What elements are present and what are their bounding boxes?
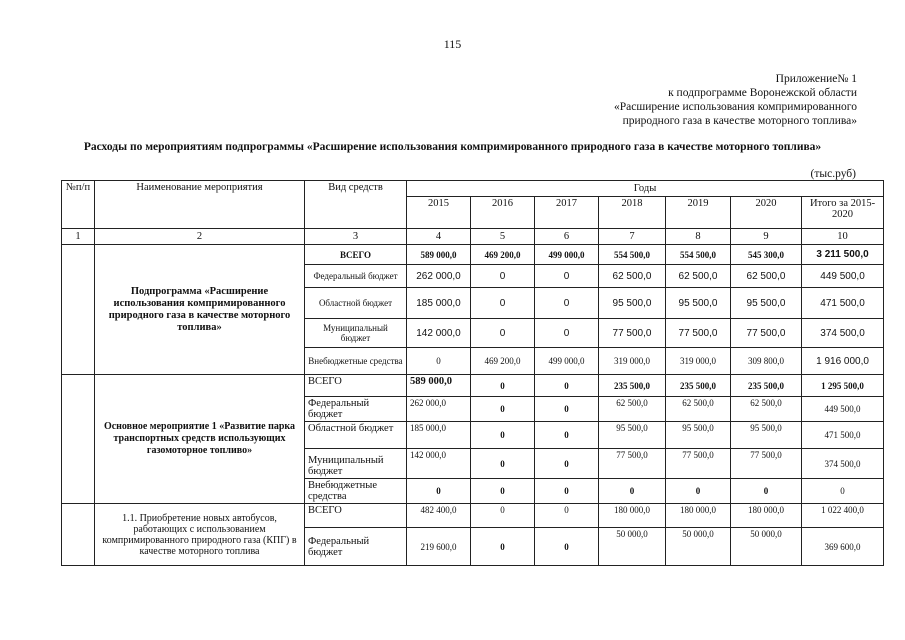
index-cell: 8	[666, 229, 731, 245]
header-year-2017: 2017	[535, 197, 599, 229]
value-cell: 180 000,0	[666, 504, 731, 528]
fund-type: Муниципальный бюджет	[305, 449, 407, 479]
value-cell: 1 916 000,0	[802, 348, 884, 375]
value-cell: 0	[535, 479, 599, 504]
row-num	[62, 375, 95, 504]
table-row	[62, 245, 884, 265]
value-cell: 469 200,0	[471, 245, 535, 265]
row-num	[62, 504, 95, 566]
value-cell: 0	[731, 479, 802, 504]
value-cell: 0	[535, 288, 599, 319]
value-cell: 235 500,0	[731, 375, 802, 397]
value-cell: 449 500,0	[802, 397, 884, 422]
value-cell: 0	[471, 319, 535, 348]
fund-type: Внебюджетные средства	[305, 348, 407, 375]
value-cell: 180 000,0	[731, 504, 802, 528]
fund-type: ВСЕГО	[305, 375, 407, 397]
value-cell: 319 000,0	[666, 348, 731, 375]
value-cell: 95 500,0	[599, 422, 666, 449]
fund-type: Федеральный бюджет	[305, 265, 407, 288]
value-cell: 1 295 500,0	[802, 375, 884, 397]
value-cell: 95 500,0	[599, 288, 666, 319]
value-cell: 369 600,0	[802, 528, 884, 566]
value-cell: 62 500,0	[731, 397, 802, 422]
value-cell: 180 000,0	[599, 504, 666, 528]
value-cell: 95 500,0	[666, 422, 731, 449]
value-cell: 0	[471, 479, 535, 504]
header-year-2016: 2016	[471, 197, 535, 229]
table-row	[62, 504, 884, 528]
value-cell: 482 400,0	[407, 504, 471, 528]
value-cell: 77 500,0	[666, 319, 731, 348]
header-year-2015: 2015	[407, 197, 471, 229]
index-cell: 6	[535, 229, 599, 245]
value-cell: 50 000,0	[666, 528, 731, 566]
value-cell: 0	[471, 504, 535, 528]
value-cell: 0	[471, 397, 535, 422]
header-total: Итого за 2015-2020	[802, 197, 884, 229]
header-year-2018: 2018	[599, 197, 666, 229]
value-cell: 77 500,0	[731, 319, 802, 348]
value-cell: 262 000,0	[407, 397, 471, 422]
value-cell: 1 022 400,0	[802, 504, 884, 528]
value-cell: 0	[535, 422, 599, 449]
value-cell: 0	[471, 265, 535, 288]
value-cell: 0	[471, 375, 535, 397]
fund-type: Областной бюджет	[305, 422, 407, 449]
index-cell: 1	[62, 229, 95, 245]
value-cell: 374 500,0	[802, 319, 884, 348]
fund-type: ВСЕГО	[305, 245, 407, 265]
header-year-2019: 2019	[666, 197, 731, 229]
appendix-block	[614, 72, 857, 128]
value-cell: 0	[407, 479, 471, 504]
value-cell: 50 000,0	[599, 528, 666, 566]
expenses-table	[61, 180, 884, 566]
index-cell: 4	[407, 229, 471, 245]
index-cell: 3	[305, 229, 407, 245]
value-cell: 62 500,0	[666, 265, 731, 288]
fund-type: Федеральный бюджет	[305, 528, 407, 566]
value-cell: 77 500,0	[731, 449, 802, 479]
header-year-2020: 2020	[731, 197, 802, 229]
appendix-line-1: Приложение№ 1	[775, 73, 857, 85]
value-cell: 0	[407, 348, 471, 375]
fund-type: Областной бюджет	[305, 288, 407, 319]
value-cell: 62 500,0	[731, 265, 802, 288]
value-cell: 0	[535, 319, 599, 348]
fund-type: Внебюджетные средства	[305, 479, 407, 504]
value-cell: 142 000,0	[407, 319, 471, 348]
document-title: Расходы по мероприятиям подпрограммы «Расширение использования компримированного природного газа в качестве моторного топлива»	[83, 141, 822, 153]
value-cell: 95 500,0	[731, 288, 802, 319]
section-name: Подпрограмма «Расширение использования компримированного природного газа в качестве моторного топлива»	[95, 245, 305, 375]
value-cell: 142 000,0	[407, 449, 471, 479]
value-cell: 545 300,0	[731, 245, 802, 265]
value-cell: 0	[599, 479, 666, 504]
value-cell: 471 500,0	[802, 288, 884, 319]
appendix-line-2: к подпрограмме Воронежской области	[668, 87, 857, 99]
fund-type: ВСЕГО	[305, 504, 407, 528]
value-cell: 319 000,0	[599, 348, 666, 375]
section-name: Основное мероприятие 1 «Развитие парка транспортных средств использующих газомоторное топливо»	[95, 375, 305, 504]
value-cell: 219 600,0	[407, 528, 471, 566]
value-cell: 3 211 500,0	[802, 245, 884, 265]
value-cell: 471 500,0	[802, 422, 884, 449]
appendix-line-4: природного газа в качестве моторного топлива»	[622, 115, 857, 127]
value-cell: 0	[535, 397, 599, 422]
value-cell: 589 000,0	[407, 375, 471, 397]
value-cell: 77 500,0	[666, 449, 731, 479]
section-name: 1.1. Приобретение новых автобусов, работающих с использованием компримированного природного газа (КПГ) в качестве моторного топлива	[95, 504, 305, 566]
fund-type: Муниципальный бюджет	[305, 319, 407, 348]
header-num: №п/п	[62, 181, 95, 229]
value-cell: 50 000,0	[731, 528, 802, 566]
value-cell: 0	[535, 449, 599, 479]
value-cell: 77 500,0	[599, 319, 666, 348]
value-cell: 95 500,0	[731, 422, 802, 449]
value-cell: 449 500,0	[802, 265, 884, 288]
index-cell: 5	[471, 229, 535, 245]
index-cell: 9	[731, 229, 802, 245]
value-cell: 0	[535, 265, 599, 288]
value-cell: 0	[471, 288, 535, 319]
value-cell: 185 000,0	[407, 288, 471, 319]
value-cell: 185 000,0	[407, 422, 471, 449]
header-type: Вид средств	[305, 181, 407, 229]
value-cell: 469 200,0	[471, 348, 535, 375]
value-cell: 554 500,0	[666, 245, 731, 265]
value-cell: 309 800,0	[731, 348, 802, 375]
value-cell: 374 500,0	[802, 449, 884, 479]
value-cell: 95 500,0	[666, 288, 731, 319]
header-name: Наименование мероприятия	[95, 181, 305, 229]
index-cell: 7	[599, 229, 666, 245]
value-cell: 589 000,0	[407, 245, 471, 265]
value-cell: 235 500,0	[599, 375, 666, 397]
value-cell: 62 500,0	[599, 265, 666, 288]
value-cell: 0	[471, 449, 535, 479]
row-num	[62, 245, 95, 375]
value-cell: 0	[471, 422, 535, 449]
index-cell: 2	[95, 229, 305, 245]
value-cell: 62 500,0	[666, 397, 731, 422]
value-cell: 0	[535, 375, 599, 397]
value-cell: 262 000,0	[407, 265, 471, 288]
value-cell: 0	[535, 504, 599, 528]
value-cell: 499 000,0	[535, 348, 599, 375]
value-cell: 0	[535, 528, 599, 566]
value-cell: 77 500,0	[599, 449, 666, 479]
fund-type: Федеральный бюджет	[305, 397, 407, 422]
value-cell: 0	[802, 479, 884, 504]
value-cell: 62 500,0	[599, 397, 666, 422]
value-cell: 0	[471, 528, 535, 566]
table-row	[62, 375, 884, 397]
header-years: Годы	[407, 181, 884, 197]
value-cell: 235 500,0	[666, 375, 731, 397]
page-number: 115	[443, 37, 462, 51]
value-cell: 554 500,0	[599, 245, 666, 265]
value-cell: 0	[666, 479, 731, 504]
index-row	[62, 229, 884, 245]
index-cell: 10	[802, 229, 884, 245]
appendix-line-3: «Расширение использования компримированного	[613, 101, 857, 113]
unit-label: (тыс.руб)	[810, 168, 856, 180]
value-cell: 499 000,0	[535, 245, 599, 265]
